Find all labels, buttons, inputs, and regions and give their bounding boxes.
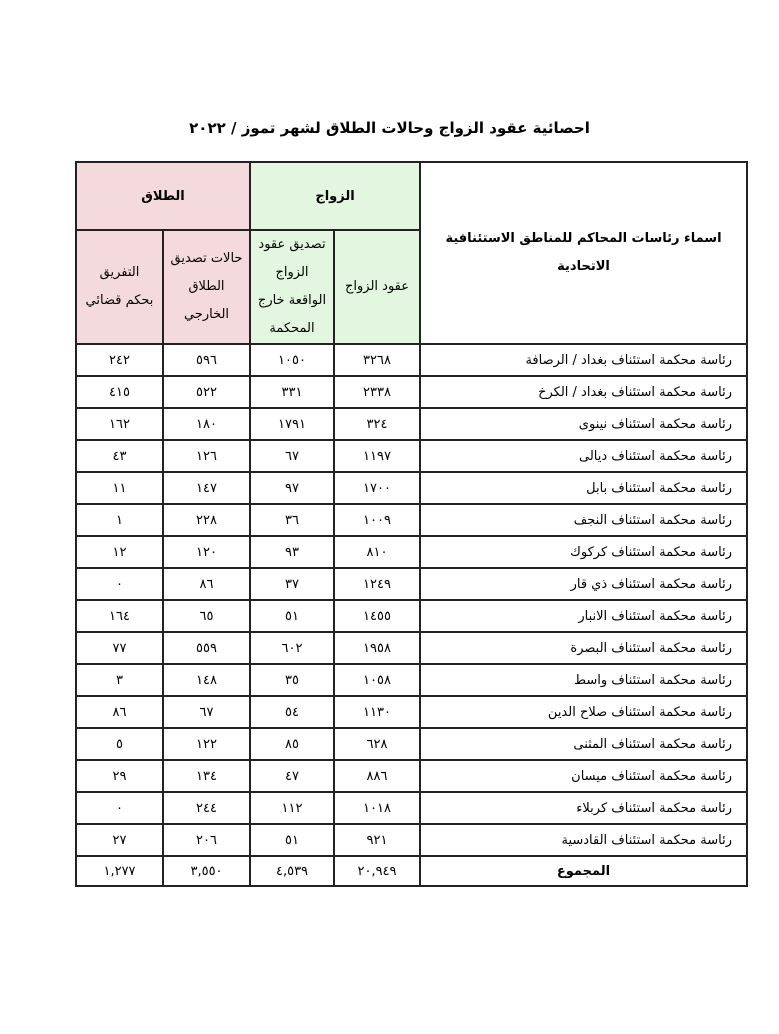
total-marriage-outside: ٤,٥٣٩ [250, 856, 334, 886]
divorce-outside-cell: ١٤٨ [163, 664, 250, 696]
column-header-marriage-outside-label: تصديق عقود الزواج الواقعة خارج المحكمة [257, 237, 327, 336]
marriage-outside-cell: ٣٦ [250, 504, 334, 536]
court-name-cell: رئاسة محكمة استئناف ديالى [420, 440, 747, 472]
marriage-outside-cell: ٩٧ [250, 472, 334, 504]
marriage-outside-cell: ٣٥ [250, 664, 334, 696]
column-header-judicial-separation-label: التفريق بحكم قضائي [85, 265, 154, 308]
marriage-outside-cell: ٣٣١ [250, 376, 334, 408]
marriage-contracts-cell: ٣٢٤ [334, 408, 420, 440]
column-header-names-label: اسماء رئاسات المحاكم للمناطق الاستئنافية الاتحادية [445, 231, 722, 274]
total-divorce-outside: ٣,٥٥٠ [163, 856, 250, 886]
marriage-outside-cell: ٥٤ [250, 696, 334, 728]
divorce-outside-cell: ٢٢٨ [163, 504, 250, 536]
marriage-outside-cell: ٤٧ [250, 760, 334, 792]
divorce-outside-cell: ٥٩٦ [163, 344, 250, 376]
column-header-judicial-separation [76, 230, 163, 344]
court-name-cell: رئاسة محكمة استئناف بغداد / الكرخ [420, 376, 747, 408]
judicial-separation-cell: ٢٩ [76, 760, 163, 792]
marriage-outside-cell: ٥١ [250, 600, 334, 632]
judicial-separation-cell: ١٦٢ [76, 408, 163, 440]
table-row [76, 792, 747, 824]
marriage-contracts-cell: ٦٢٨ [334, 728, 420, 760]
statistics-table [75, 161, 748, 887]
header-row-top [76, 162, 747, 230]
divorce-outside-cell: ١٤٧ [163, 472, 250, 504]
court-name-cell: رئاسة محكمة استئناف القادسية [420, 824, 747, 856]
judicial-separation-cell: ٨٦ [76, 696, 163, 728]
group-header-divorce: الطلاق [76, 162, 250, 230]
table-row [76, 824, 747, 856]
column-header-marriage-outside [250, 230, 334, 344]
marriage-contracts-cell: ١٠١٨ [334, 792, 420, 824]
table-row [76, 376, 747, 408]
divorce-outside-cell: ٢٤٤ [163, 792, 250, 824]
total-judicial-separation: ١,٢٧٧ [76, 856, 163, 886]
judicial-separation-cell: ٠ [76, 792, 163, 824]
divorce-outside-cell: ٥٥٩ [163, 632, 250, 664]
table-row [76, 728, 747, 760]
court-name-cell: رئاسة محكمة استئناف بغداد / الرصافة [420, 344, 747, 376]
marriage-contracts-cell: ١٢٤٩ [334, 568, 420, 600]
table-row [76, 568, 747, 600]
divorce-outside-cell: ٥٢٢ [163, 376, 250, 408]
total-label: المجموع [420, 856, 747, 886]
divorce-outside-cell: ٦٥ [163, 600, 250, 632]
column-header-divorce-outside [163, 230, 250, 344]
court-name-cell: رئاسة محكمة استئناف البصرة [420, 632, 747, 664]
table-row [76, 600, 747, 632]
table-row [76, 632, 747, 664]
marriage-contracts-cell: ١٠٥٨ [334, 664, 420, 696]
marriage-contracts-cell: ٢٣٣٨ [334, 376, 420, 408]
court-name-cell: رئاسة محكمة استئناف صلاح الدين [420, 696, 747, 728]
column-header-marriage-contracts: عقود الزواج [334, 230, 420, 344]
divorce-outside-cell: ١٣٤ [163, 760, 250, 792]
marriage-contracts-cell: ١١٣٠ [334, 696, 420, 728]
judicial-separation-cell: ٢٤٢ [76, 344, 163, 376]
table-row [76, 760, 747, 792]
table-row [76, 472, 747, 504]
court-name-cell: رئاسة محكمة استئناف نينوى [420, 408, 747, 440]
marriage-outside-cell: ١١٢ [250, 792, 334, 824]
judicial-separation-cell: ١٢ [76, 536, 163, 568]
table-row [76, 536, 747, 568]
judicial-separation-cell: ٢٧ [76, 824, 163, 856]
total-marriage-contracts: ٢٠,٩٤٩ [334, 856, 420, 886]
marriage-contracts-cell: ١٠٠٩ [334, 504, 420, 536]
court-name-cell: رئاسة محكمة استئناف النجف [420, 504, 747, 536]
court-name-cell: رئاسة محكمة استئناف الانبار [420, 600, 747, 632]
table-row [76, 408, 747, 440]
marriage-outside-cell: ٣٧ [250, 568, 334, 600]
judicial-separation-cell: ١٦٤ [76, 600, 163, 632]
page-title: احصائية عقود الزواج وحالات الطلاق لشهر تموز / ٢٠٢٢ [189, 119, 590, 137]
judicial-separation-cell: ١ [76, 504, 163, 536]
marriage-contracts-cell: ٨٨٦ [334, 760, 420, 792]
divorce-outside-cell: ١٨٠ [163, 408, 250, 440]
marriage-outside-cell: ١٧٩١ [250, 408, 334, 440]
judicial-separation-cell: ٧٧ [76, 632, 163, 664]
divorce-outside-cell: ٢٠٦ [163, 824, 250, 856]
marriage-contracts-cell: ٣٢٦٨ [334, 344, 420, 376]
court-name-cell: رئاسة محكمة استئناف ميسان [420, 760, 747, 792]
total-row [76, 856, 747, 886]
divorce-outside-cell: ١٢٦ [163, 440, 250, 472]
judicial-separation-cell: ٠ [76, 568, 163, 600]
marriage-contracts-cell: ١٤٥٥ [334, 600, 420, 632]
marriage-outside-cell: ٨٥ [250, 728, 334, 760]
judicial-separation-cell: ١١ [76, 472, 163, 504]
judicial-separation-cell: ٣ [76, 664, 163, 696]
marriage-outside-cell: ٦٧ [250, 440, 334, 472]
judicial-separation-cell: ٥ [76, 728, 163, 760]
column-header-names [420, 162, 747, 344]
court-name-cell: رئاسة محكمة استئناف كربلاء [420, 792, 747, 824]
court-name-cell: رئاسة محكمة استئناف المثنى [420, 728, 747, 760]
marriage-contracts-cell: ١١٩٧ [334, 440, 420, 472]
marriage-outside-cell: ١٠٥٠ [250, 344, 334, 376]
divorce-outside-cell: ٦٧ [163, 696, 250, 728]
marriage-outside-cell: ٥١ [250, 824, 334, 856]
marriage-outside-cell: ٩٣ [250, 536, 334, 568]
judicial-separation-cell: ٤٣ [76, 440, 163, 472]
table-row [76, 504, 747, 536]
court-name-cell: رئاسة محكمة استئناف ذي قار [420, 568, 747, 600]
court-name-cell: رئاسة محكمة استئناف كركوك [420, 536, 747, 568]
column-header-divorce-outside-label: حالات تصديق الطلاق الخارجي [170, 251, 243, 322]
table-row [76, 440, 747, 472]
table-row [76, 344, 747, 376]
divorce-outside-cell: ٨٦ [163, 568, 250, 600]
marriage-contracts-cell: ٩٢١ [334, 824, 420, 856]
divorce-outside-cell: ١٢٠ [163, 536, 250, 568]
judicial-separation-cell: ٤١٥ [76, 376, 163, 408]
table-row [76, 664, 747, 696]
court-name-cell: رئاسة محكمة استئناف بابل [420, 472, 747, 504]
court-name-cell: رئاسة محكمة استئناف واسط [420, 664, 747, 696]
marriage-outside-cell: ٦٠٢ [250, 632, 334, 664]
group-header-marriage: الزواج [250, 162, 420, 230]
marriage-contracts-cell: ٨١٠ [334, 536, 420, 568]
table-row [76, 696, 747, 728]
divorce-outside-cell: ١٢٢ [163, 728, 250, 760]
marriage-contracts-cell: ١٧٠٠ [334, 472, 420, 504]
marriage-contracts-cell: ١٩٥٨ [334, 632, 420, 664]
